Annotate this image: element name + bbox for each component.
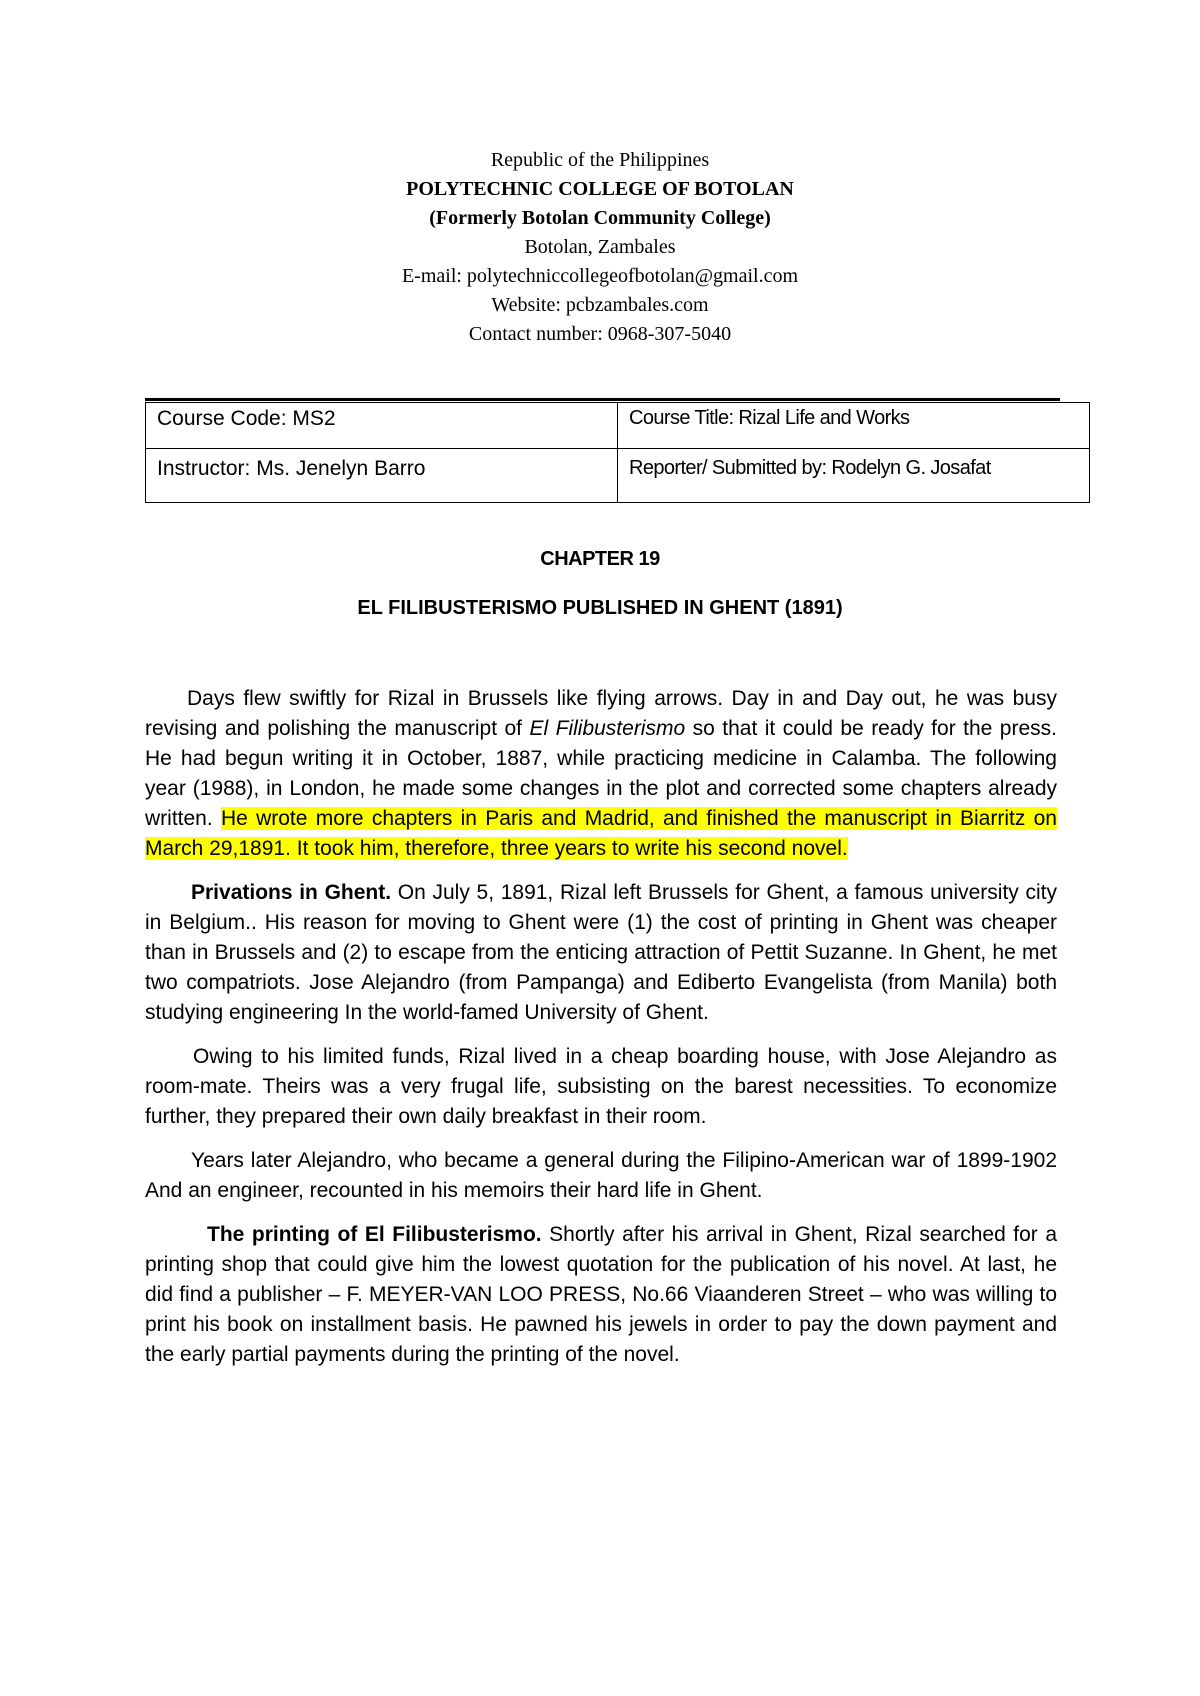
- highlighted-text: He wrote more chapters in Paris and Madrid, and finished the manuscript in Biarritz on March 29,1891. It took him, therefore, three years to write his second novel.: [145, 807, 1057, 860]
- letterhead: [0, 146, 1200, 349]
- header-divider: [145, 398, 1060, 401]
- college-website: Website: pcbzambales.com: [491, 294, 709, 316]
- paragraph-2: [145, 878, 1057, 1028]
- college-address: Botolan, Zambales: [524, 236, 676, 258]
- college-email: E-mail: polytechniccollegeofbotolan@gmail.com: [401, 265, 799, 287]
- course-code-cell: Course Code: MS2: [146, 403, 618, 449]
- paragraph-5: [145, 1220, 1057, 1370]
- college-contact: Contact number: 0968-307-5040: [468, 323, 732, 345]
- paragraph-1-text-b: so that it could be ready for the press. He had begun writing it in October, 1887, while practicing medicine in Calamba. The following year (1988), in London, he made some changes in the plot and corrected some chapters already written.: [145, 717, 1057, 830]
- former-name: (Formerly Botolan Community College): [429, 207, 771, 229]
- reporter-cell: Reporter/ Submitted by: Rodelyn G. Josafat: [618, 449, 1090, 503]
- paragraph-5-text: Shortly after his arrival in Ghent, Rizal searched for a printing shop that could give him the lowest quotation for the publication of his novel. At last, he did find a publisher – F. MEYER-VAN LOO PRESS, No.66 Viaanderen Street – who was willing to print his book on installment basis. He pawned his jewels in order to pay the down payment and the early partial payments during the printing of the novel.: [145, 1223, 1057, 1366]
- novel-title-italic: El Filibusterismo: [529, 717, 686, 740]
- paragraph-1-text-a: Days flew swiftly for Rizal in Brussels like flying arrows. Day in and Day out, he was busy revising and polishing the manuscript of: [145, 687, 1057, 740]
- chapter-title: EL FILIBUSTERISMO PUBLISHED IN GHENT (1891): [357, 597, 843, 619]
- republic-line: Republic of the Philippines: [490, 149, 710, 171]
- section-heading-printing: The printing of El Filibusterismo.: [207, 1223, 542, 1246]
- paragraph-4: Years later Alejandro, who became a general during the Filipino-American war of 1899-1902 And an engineer, recounted in his memoirs their hard life in Ghent.: [145, 1149, 1057, 1202]
- course-title-cell: Course Title: Rizal Life and Works: [618, 403, 1090, 449]
- paragraph-1: [145, 684, 1057, 864]
- paragraph-3: Owing to his limited funds, Rizal lived in a cheap boarding house, with Jose Alejandro as room-mate. Theirs was a very frugal life, subsisting on the barest necessities. To economize further, they prepared their own daily breakfast in their room.: [145, 1045, 1057, 1128]
- chapter-heading: CHAPTER 19: [540, 548, 660, 570]
- table-row: [146, 403, 1090, 449]
- college-name: POLYTECHNIC COLLEGE OF BOTOLAN: [406, 178, 794, 200]
- document-body: [145, 684, 1057, 1384]
- table-row: [146, 449, 1090, 503]
- course-info-table: [145, 402, 1090, 503]
- section-heading-privations: Privations in Ghent.: [191, 881, 392, 904]
- instructor-cell: Instructor: Ms. Jenelyn Barro: [146, 449, 618, 503]
- paragraph-2-text: On July 5, 1891, Rizal left Brussels for Ghent, a famous university city in Belgium.. His reason for moving to Ghent were (1) the cost of printing in Ghent was cheaper than in Brussels and (2) to escape from the enticing attraction of Pettit Suzanne. In Ghent, he met two compatriots. Jose Alejandro (from Pampanga) and Ediberto Evangelista (from Manila) both studying engineering In the world-famed University of Ghent.: [145, 881, 1057, 1024]
